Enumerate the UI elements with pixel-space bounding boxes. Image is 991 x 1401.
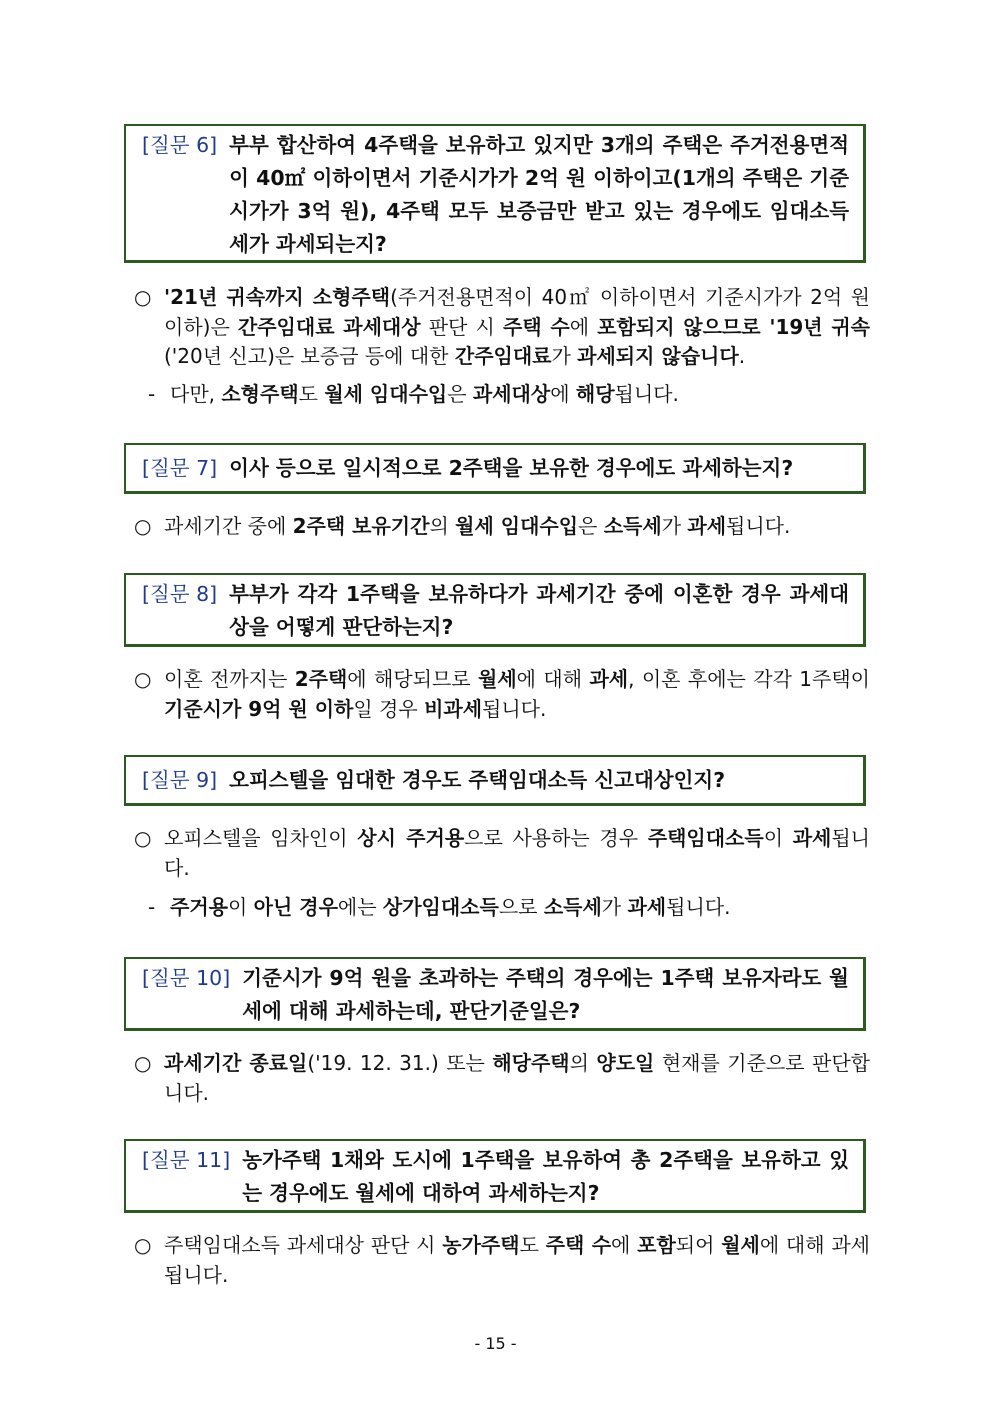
emphasis-text: '21년 귀속까지 소형주택	[164, 285, 391, 309]
emphasis-text: 소형주택	[221, 382, 299, 406]
body-text: 에	[569, 314, 598, 339]
question-9-label: [질문 9]	[142, 768, 218, 792]
emphasis-text: 해당	[575, 382, 615, 406]
body-text: 은	[447, 382, 473, 406]
answer-10-text	[164, 1049, 870, 1108]
body-text: 으로 사용하는 경우	[464, 826, 648, 850]
question-7-box	[124, 443, 866, 494]
answer-9	[134, 824, 870, 883]
answer-6-bullet: ○	[134, 285, 152, 309]
emphasis-text: 2주택	[294, 667, 348, 691]
body-text: 가	[601, 895, 628, 919]
emphasis-text: 월세	[721, 1233, 760, 1257]
answer-9-text	[164, 824, 870, 883]
emphasis-text: 2주택 보유기간	[292, 514, 430, 538]
answer-8	[134, 665, 870, 724]
question-10-box	[124, 957, 866, 1031]
body-text: 이	[763, 826, 793, 850]
answer-9-bullet: ○	[134, 826, 152, 850]
body-text: 현재를 기준으로 판단합니다.	[164, 1051, 870, 1105]
emphasis-text: 해당주택	[492, 1051, 570, 1075]
body-text: ('20년 신고)은 보증금 등에 대한	[164, 344, 455, 368]
answer-6-sub	[148, 380, 870, 410]
body-text: 도	[298, 382, 325, 406]
emphasis-text: 주택임대소득	[647, 826, 764, 850]
emphasis-text: 주택 수	[545, 1233, 612, 1257]
emphasis-text: 과세기간 종료일	[164, 1051, 308, 1075]
body-text: 되어	[675, 1233, 722, 1257]
answer-7-text	[164, 512, 870, 542]
answer-9-sub-text	[170, 893, 870, 923]
answer-6-sub-dash: -	[148, 382, 156, 406]
body-text: 이혼 전까지는	[164, 667, 295, 691]
emphasis-text: 과세	[792, 826, 832, 850]
emphasis-text: 소득세	[543, 895, 602, 919]
body-text: 다만,	[170, 382, 222, 406]
emphasis-text: 간주임대료 과세대상	[237, 314, 421, 339]
emphasis-text: 과세	[589, 667, 629, 691]
answer-7-bullet: ○	[134, 514, 152, 538]
body-text: , 이혼 후에는 각각 1주택이	[628, 667, 870, 691]
body-text: 에 해당되므로	[347, 667, 479, 691]
answer-8-bullet: ○	[134, 667, 152, 691]
body-text: 됩니다.	[666, 895, 731, 919]
body-text: 도	[519, 1233, 546, 1257]
question-10-text: 기준시가 9억 원을 초과하는 주택의 경우에는 1주택 보유자라도 월세에 대해 과세하는데, 판단기준일은?	[242, 966, 849, 1023]
body-text: 과세기간 중에	[164, 514, 293, 538]
body-text: 주택임대소득 과세대상 판단 시	[164, 1233, 443, 1257]
emphasis-text: 월세 임대수입	[324, 382, 448, 406]
question-11-text: 농가주택 1채와 도시에 1주택을 보유하여 총 2주택을 보유하고 있는 경우에도 월세에 대하여 과세하는지?	[242, 1148, 849, 1205]
emphasis-text: 과세	[687, 514, 727, 538]
emphasis-text: 비과세	[424, 696, 483, 721]
answer-11-bullet: ○	[134, 1233, 152, 1257]
page-number: - 15 -	[474, 1334, 517, 1353]
emphasis-text: 농가주택	[442, 1233, 520, 1257]
emphasis-text: 주택 수	[503, 314, 570, 339]
emphasis-text: 월세	[478, 667, 517, 691]
answer-11-text	[164, 1231, 870, 1290]
body-text: 이	[227, 895, 254, 919]
body-text: ('19. 12. 31.) 또는	[307, 1051, 493, 1075]
body-text: 에 대해	[516, 667, 590, 691]
answer-11	[134, 1231, 870, 1290]
body-text: 으로	[498, 895, 544, 919]
emphasis-text: 주거용	[170, 895, 228, 919]
body-text: 됩니다.	[482, 696, 547, 721]
emphasis-text: 포함되지 않으므로 '19년 귀속	[597, 314, 870, 339]
emphasis-text: 간주임대료	[454, 344, 552, 368]
emphasis-text: 아닌 경우	[253, 895, 338, 919]
body-text: 에	[550, 382, 576, 406]
question-6-text: 부부 합산하여 4주택을 보유하고 있지만 3개의 주택은 주거전용면적이 40㎡ 이하이면서 기준시가가 2억 원 이하이고(1개의 주택은 기준시가가 3억 원), 4주택 모두 보증금만 받고 있는 경우에도 임대소득세가 과세되는지?	[229, 133, 849, 256]
question-11-label: [질문 11]	[142, 1148, 231, 1172]
answer-8-text	[164, 665, 870, 724]
question-9-box	[124, 755, 866, 806]
question-6-label: [질문 6]	[142, 133, 218, 157]
answer-6-text	[164, 283, 870, 372]
body-text: 의	[569, 1051, 597, 1075]
question-10-label: [질문 10]	[142, 966, 231, 990]
question-8-label: [질문 8]	[142, 582, 218, 606]
emphasis-text: 소득세	[603, 514, 662, 538]
body-text: 에는	[337, 895, 383, 919]
emphasis-text: 양도일	[596, 1051, 655, 1075]
emphasis-text: 포함	[637, 1233, 676, 1257]
body-text: 가	[551, 344, 578, 368]
body-text: 의	[429, 514, 456, 538]
question-8-box	[124, 573, 866, 647]
question-7-label: [질문 7]	[142, 456, 218, 480]
answer-9-sub	[148, 893, 870, 923]
body-text: 됩니다.	[164, 826, 870, 880]
body-text: 오피스텔을 임차인이	[164, 826, 358, 850]
question-9-text: 오피스텔을 임대한 경우도 주택임대소득 신고대상인지?	[229, 768, 726, 792]
emphasis-text: 기준시가 9억 원 이하	[164, 696, 354, 721]
question-6-box	[124, 124, 866, 263]
emphasis-text: 과세되지 않습니다	[577, 344, 739, 368]
emphasis-text: 과세대상	[472, 382, 551, 406]
body-text: 가	[661, 514, 688, 538]
body-text: 에 대해 과세됩니다.	[164, 1233, 870, 1287]
body-text: 에	[611, 1233, 638, 1257]
question-11-box	[124, 1139, 866, 1213]
emphasis-text: 상시 주거용	[357, 826, 465, 850]
question-7-text: 이사 등으로 일시적으로 2주택을 보유한 경우에도 과세하는지?	[229, 456, 794, 480]
body-text: 판단 시	[420, 314, 504, 339]
body-text: 됩니다.	[614, 382, 679, 406]
answer-10-bullet: ○	[134, 1051, 152, 1075]
body-text: 됩니다.	[726, 514, 791, 538]
body-text: (주거전용면적이 40㎡ 이하이면서 기준시가가 2억 원 이하)은	[164, 285, 871, 339]
answer-10	[134, 1049, 870, 1108]
emphasis-text: 상가임대소득	[382, 895, 499, 919]
answer-6-sub-text	[170, 380, 870, 410]
question-8-text: 부부가 각각 1주택을 보유하다가 과세기간 중에 이혼한 경우 과세대상을 어떻게 판단하는지?	[229, 582, 849, 639]
body-text: 일 경우	[353, 696, 425, 721]
emphasis-text: 과세	[627, 895, 667, 919]
answer-6	[134, 283, 870, 372]
emphasis-text: 월세 임대수입	[455, 514, 579, 538]
answer-9-sub-dash: -	[148, 895, 156, 919]
body-text: 은	[578, 514, 604, 538]
answer-7	[134, 512, 870, 542]
body-text: .	[738, 344, 746, 368]
